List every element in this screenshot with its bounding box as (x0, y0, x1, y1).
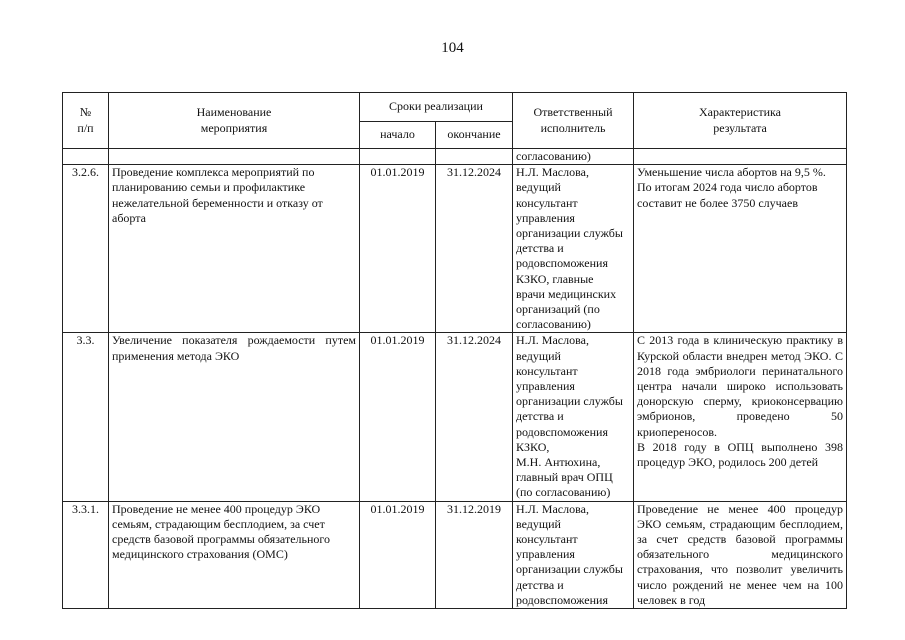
page-number: 104 (441, 40, 464, 56)
empty-cell (360, 149, 436, 165)
row-start: 01.01.2019 (360, 501, 436, 608)
row-name: Проведение комплекса мероприятий по планированию семьи и профилактике нежелательной беременности и отказу от аборта (109, 165, 360, 333)
header-result: Характеристика результата (634, 93, 847, 149)
row-start: 01.01.2019 (360, 165, 436, 333)
row-executor: Н.Л. Маслова, ведущий консультант управления организации службы детства и родовспоможения (513, 501, 634, 608)
continuation-executor: согласованию) (513, 149, 634, 165)
row-executor: Н.Л. Маслова, ведущий консультант управления организации службы детства и родовспоможения КЗКО, М.Н. Антюхина, главный врач ОПЦ (по согласованию) (513, 333, 634, 501)
header-name: Наименование мероприятия (109, 93, 360, 149)
header-num: № п/п (63, 93, 109, 149)
row-result: Проведение не менее 400 процедур ЭКО семьям, страдающим бесплодием, за счет средств базовой программы обязательного медицинского страхования, что позволит увеличить число рождений не менее чем на 100 человек в год (634, 501, 847, 608)
header-period: Сроки реализации (360, 93, 513, 122)
table-row (63, 333, 847, 501)
row-num: 3.3. (63, 333, 109, 501)
row-end: 31.12.2019 (436, 501, 513, 608)
continuation-row (63, 149, 847, 165)
header-start: начало (360, 122, 436, 149)
header-executor: Ответственный исполнитель (513, 93, 634, 149)
table-row (63, 501, 847, 608)
row-num: 3.3.1. (63, 501, 109, 608)
row-name: Проведение не менее 400 процедур ЭКО семьям, страдающим бесплодием, за счет средств базовой программы обязательного медицинского страхования (ОМС) (109, 501, 360, 608)
activities-table (62, 92, 847, 609)
row-result: Уменьшение числа абортов на 9,5 %. По итогам 2024 года число абортов составит не более 3750 случаев (634, 165, 847, 333)
empty-cell (109, 149, 360, 165)
row-name: Увеличение показателя рождаемости путем применения метода ЭКО (109, 333, 360, 501)
header-end: окончание (436, 122, 513, 149)
row-num: 3.2.6. (63, 165, 109, 333)
table-row (63, 165, 847, 333)
empty-cell (436, 149, 513, 165)
empty-cell (63, 149, 109, 165)
header-row (63, 93, 847, 122)
row-result: С 2013 года в клиническую практику в Курской области внедрен метод ЭКО. С 2018 года эмбриологи перинатального центра начали широко использовать донорскую сперму, криоконсервацию эмбрионов, проведено 50 криопереносов. В 2018 году в ОПЦ выполнено 398 процедур ЭКО, родилось 200 детей (634, 333, 847, 501)
row-executor: Н.Л. Маслова, ведущий консультант управления организации службы детства и родовспоможения КЗКО, главные врачи медицинских организаций (по согласованию) (513, 165, 634, 333)
row-end: 31.12.2024 (436, 165, 513, 333)
empty-cell (634, 149, 847, 165)
row-start: 01.01.2019 (360, 333, 436, 501)
row-end: 31.12.2024 (436, 333, 513, 501)
